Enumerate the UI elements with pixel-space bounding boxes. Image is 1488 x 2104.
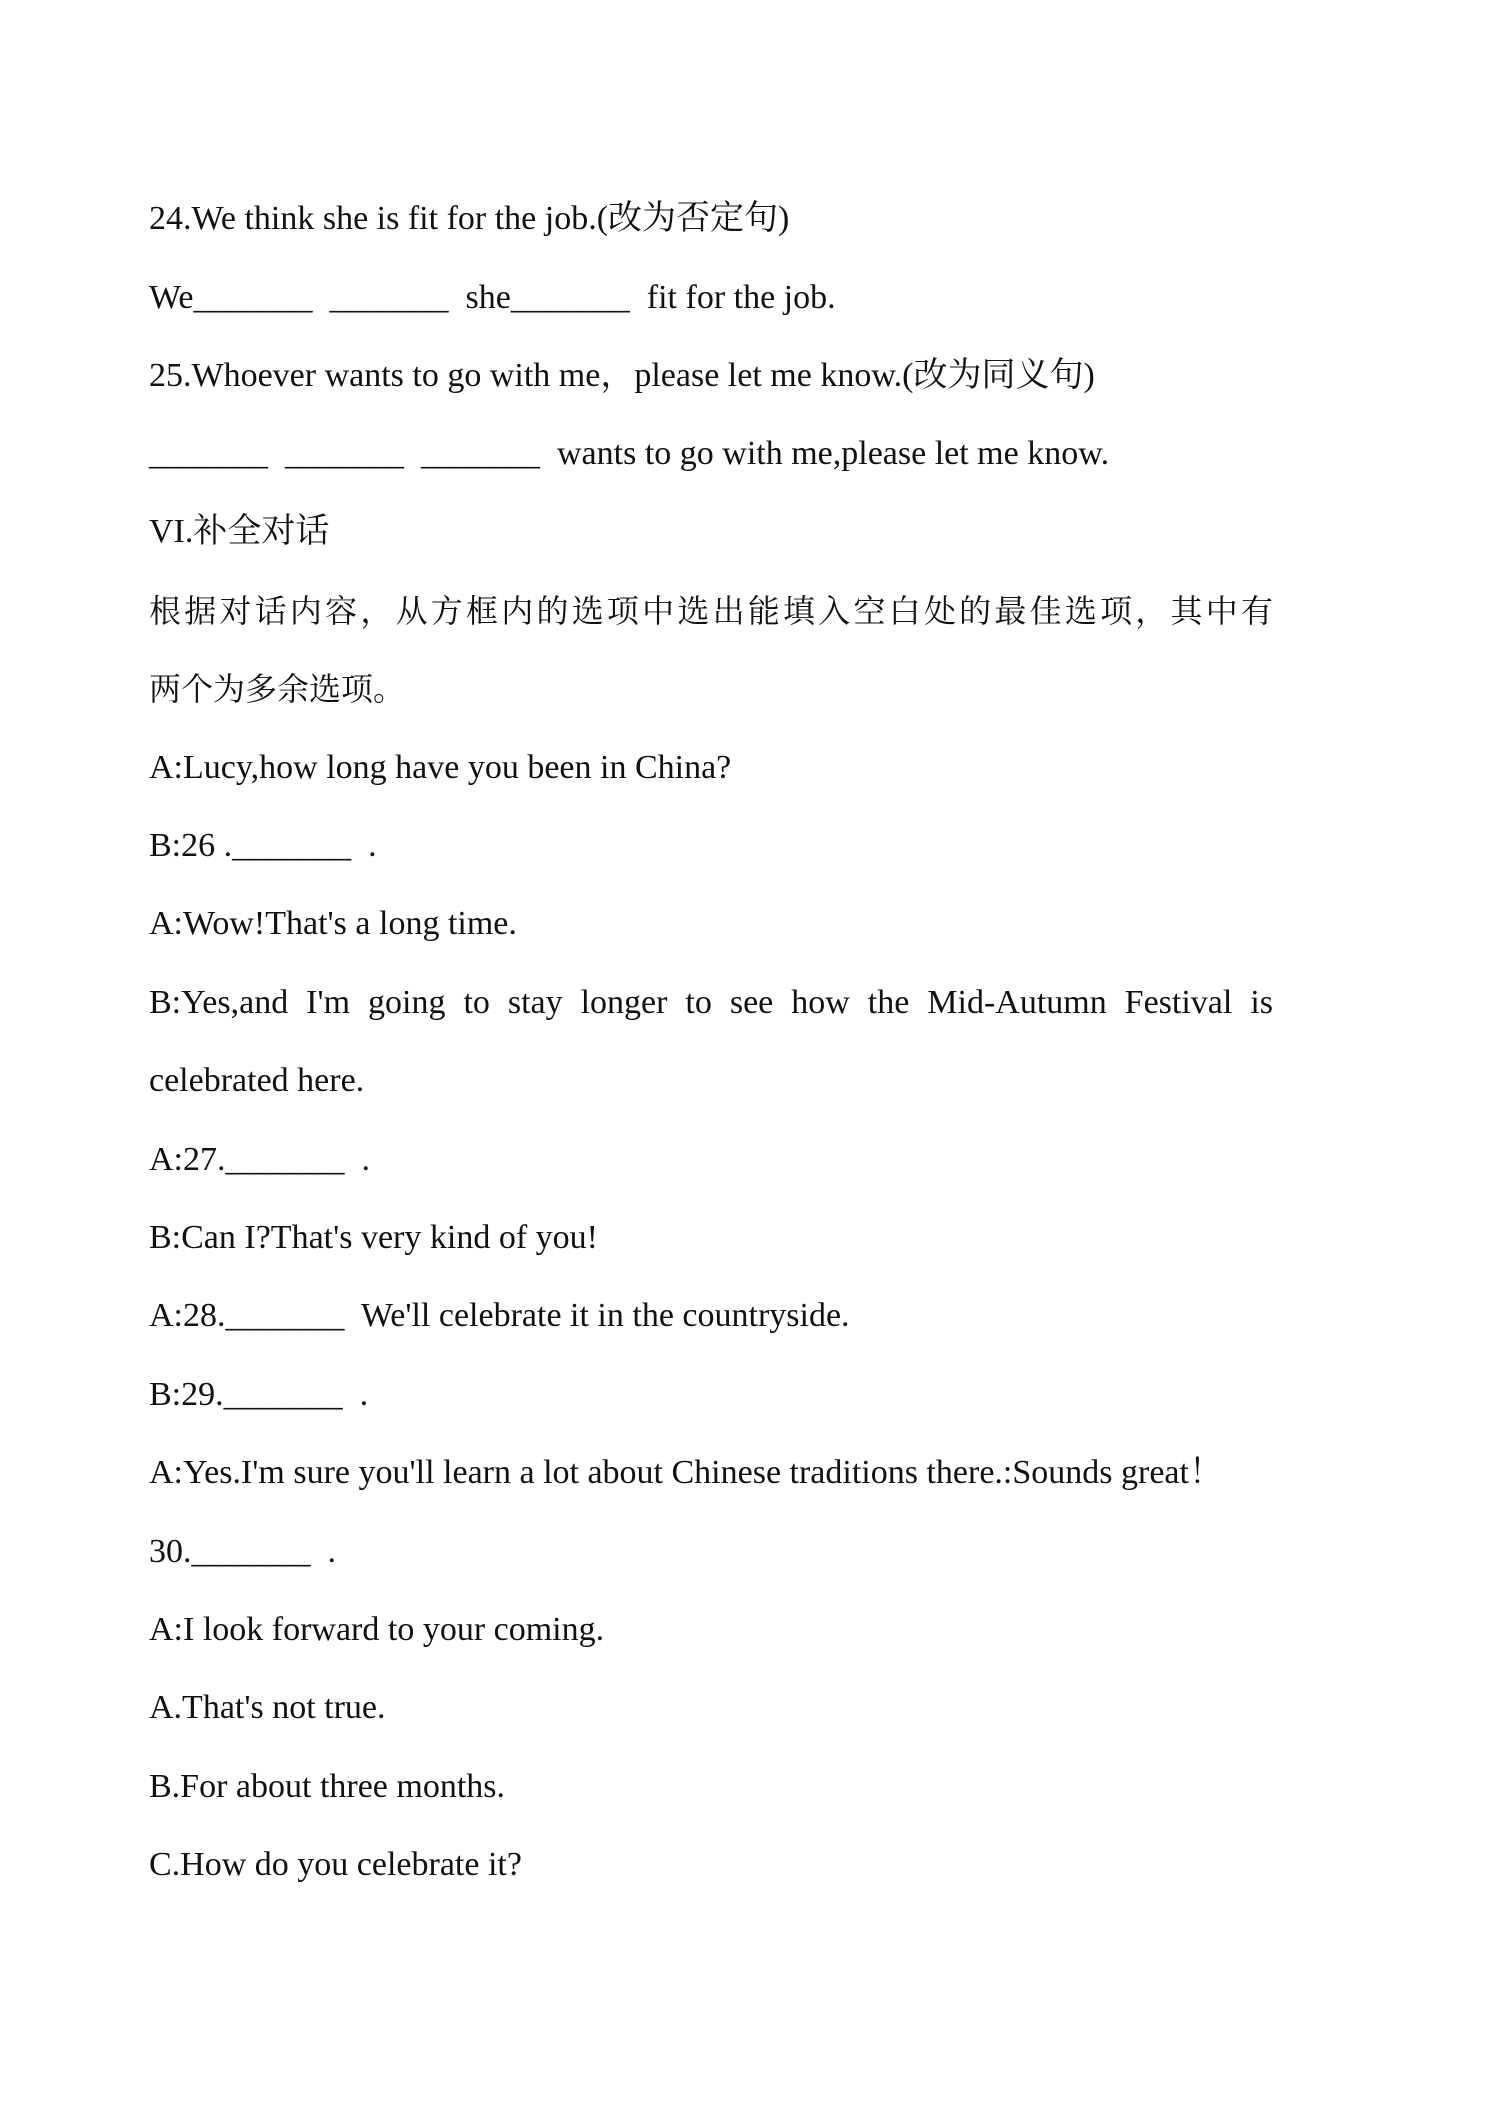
option-b: B.For about three months. [149, 1768, 506, 1805]
dialogue-blank-27: A:27._______ . [149, 1141, 370, 1178]
dialogue-line: A:Wow!That's a long time. [149, 905, 517, 942]
option-a: A.That's not true. [149, 1689, 386, 1726]
section-instructions-line-2: 两个为多余选项。 [149, 670, 406, 708]
question-24-blanks: We_______ _______ she_______ fit for the job. [149, 279, 836, 316]
question-25: 25.Whoever wants to go with me，please let me know.(改为同义句) [149, 357, 1095, 394]
dialogue-blank-26: B:26 ._______ . [149, 827, 377, 864]
dialogue-line: A:I look forward to your coming. [149, 1611, 605, 1648]
dialogue-line: A:Lucy,how long have you been in China? [149, 749, 732, 786]
dialogue-line: B:Can I?That's very kind of you! [149, 1219, 598, 1256]
section-heading: VI.补全对话 [149, 513, 330, 550]
dialogue-blank-29: B:29._______ . [149, 1376, 369, 1413]
option-c: C.How do you celebrate it? [149, 1846, 522, 1883]
question-25-blanks: _______ _______ _______ wants to go with me,please let me know. [149, 435, 1110, 472]
question-24: 24.We think she is fit for the job.(改为否定句) [149, 200, 790, 237]
section-instructions-line-1: 根据对话内容，从方框内的选项中选出能填入空白处的最佳选项，其中有 [149, 592, 1273, 630]
dialogue-blank-30: 30._______ . [149, 1533, 336, 1570]
dialogue-line: A:Yes.I'm sure you'll learn a lot about Chinese traditions there.:Sounds great！ [149, 1454, 1223, 1491]
dialogue-blank-28: A:28._______ We'll celebrate it in the countryside. [149, 1297, 850, 1334]
dialogue-line-continued: celebrated here. [149, 1062, 365, 1099]
dialogue-line: B:Yes,and I'm going to stay longer to see how the Mid-Autumn Festival is [149, 984, 1273, 1021]
